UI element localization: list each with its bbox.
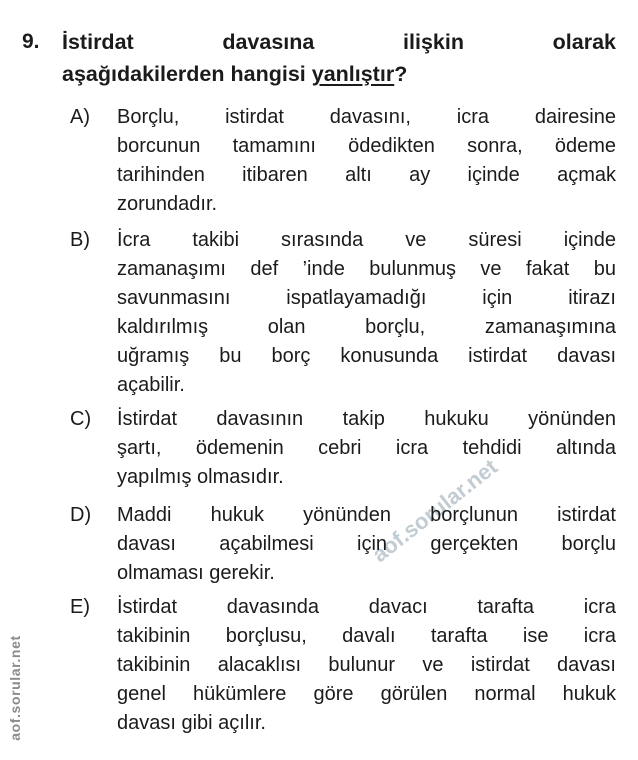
option-line: zorundadır. <box>117 193 218 215</box>
option-line: takibinin alacaklısı bulunur ve istirdat davası <box>117 654 616 676</box>
question-title-line-2-suffix: ? <box>394 62 408 86</box>
option-line: savunmasını ispatlayamadığı için itirazı <box>117 287 616 309</box>
option-line: genel hükümlere göre görülen normal hukuk <box>117 683 616 705</box>
option-line: Borçlu, istirdat davasını, icra dairesine <box>117 106 616 128</box>
option-text-d <box>117 501 616 588</box>
option-line: Maddi hukuk yönünden borçlunun istirdat <box>117 504 616 526</box>
option-line: olmaması gerekir. <box>117 562 275 584</box>
option-letter-e: E) <box>70 596 90 618</box>
question-title-line-2-prefix: aşağıdakilerden hangisi <box>62 62 312 86</box>
option-line: takibinin borçlusu, davalı tarafta ise icra <box>117 625 616 647</box>
option-line: yapılmış olmasıdır. <box>117 466 284 488</box>
option-line: açabilir. <box>117 374 185 396</box>
option-text-c <box>117 405 616 492</box>
option-line: İstirdat davasında davacı tarafta icra <box>117 596 616 618</box>
option-letter-b: B) <box>70 229 90 251</box>
underlined-term: yanlıştır <box>311 62 395 86</box>
option-line: tarihinden itibaren altı ay içinde açmak <box>117 164 616 186</box>
option-line: kaldırılmış olan borçlu, zamanaşımına <box>117 316 616 338</box>
option-line: İstirdat davasının takip hukuku yönünden <box>117 408 616 430</box>
option-letter-c: C) <box>70 408 92 430</box>
question-title <box>62 26 616 90</box>
watermark-diagonal: aof.sorular.net <box>367 454 503 568</box>
option-line: uğramış bu borç konusunda istirdat davası <box>117 345 616 367</box>
option-line: borcunun tamamını ödedikten sonra, ödeme <box>117 135 616 157</box>
question-title-line-2 <box>62 58 616 90</box>
question-title-line-1: İstirdat davasına ilişkin olarak <box>62 30 616 54</box>
question-number: 9. <box>22 30 40 53</box>
option-line: davası gibi açılır. <box>117 712 266 734</box>
option-line: davası açabilmesi için gerçekten borçlu <box>117 533 616 555</box>
option-line: İcra takibi sırasında ve süresi içinde <box>117 229 616 251</box>
option-text-b <box>117 226 616 400</box>
option-letter-a: A) <box>70 106 90 128</box>
watermark-vertical: aof.sorular.net <box>7 635 23 741</box>
option-letter-d: D) <box>70 504 92 526</box>
option-text-e <box>117 593 616 738</box>
option-text-a <box>117 103 616 219</box>
option-line: zamanaşımı def ’inde bulunmuş ve fakat bu <box>117 258 616 280</box>
option-line: şartı, ödemenin cebri icra tehdidi altında <box>117 437 616 459</box>
